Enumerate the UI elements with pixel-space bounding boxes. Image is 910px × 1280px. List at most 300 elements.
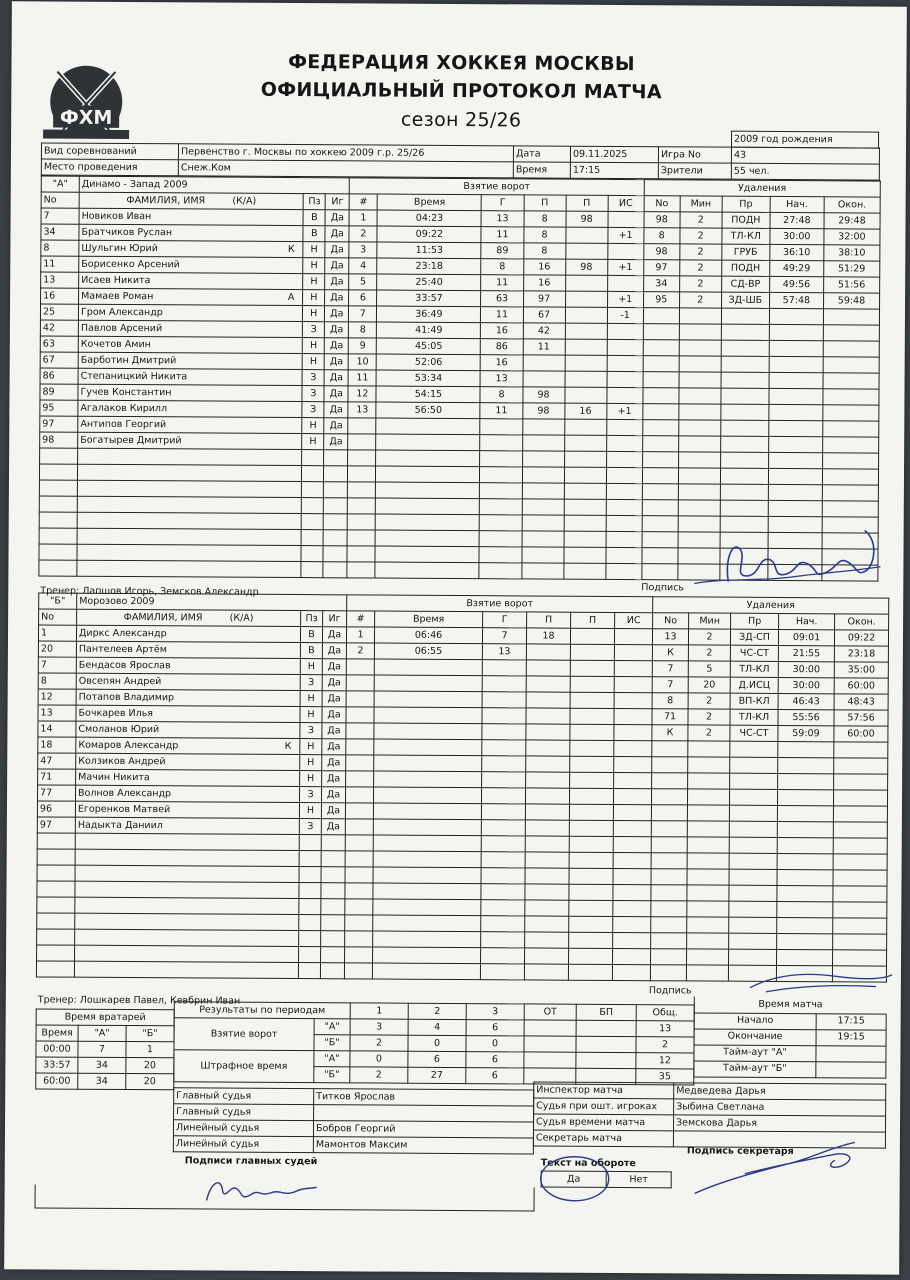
penalty-reason (721, 372, 769, 388)
penalty-end (823, 357, 879, 373)
penalty-player (651, 837, 687, 853)
player-plays: Да (322, 643, 346, 659)
penalty-player (642, 500, 678, 516)
penalty-start (768, 436, 822, 452)
penalty-start: 59:09 (778, 725, 834, 741)
penalty-reason (729, 885, 777, 901)
col-p2: П (566, 195, 608, 211)
goal-assist-1: 11 (523, 339, 565, 355)
goal-assist-1 (526, 724, 570, 740)
goal-time (374, 675, 482, 692)
goal-assist-1 (521, 563, 563, 579)
penalty-minutes (688, 773, 730, 789)
player-name-text: Исаев Никита (81, 274, 151, 286)
pim-a-p2: 6 (408, 1051, 466, 1067)
goal-scorer (482, 740, 526, 756)
goal-assist-1 (525, 804, 569, 820)
goal-scorer (480, 451, 522, 467)
player-number: 98 (40, 432, 78, 448)
penalty-minutes (679, 372, 721, 388)
penalty-player: 95 (643, 292, 679, 308)
player-name-text: Гучев Константин (80, 386, 172, 398)
penalty-end: 60:00 (834, 726, 888, 742)
goal-assist-2 (570, 772, 614, 788)
col-pr: Пр (731, 613, 779, 629)
player-position: Н (299, 803, 321, 819)
goal-assist-2 (564, 499, 606, 515)
player-name (77, 544, 301, 561)
timeout-b-value (816, 1061, 886, 1077)
goalie-b: 20 (126, 1057, 174, 1073)
col-p1: П (527, 612, 571, 628)
referees-signature-label: Подписи главных судей (184, 1155, 318, 1168)
penalty-end: 35:00 (834, 662, 888, 678)
player-position: З (302, 386, 324, 402)
penalty-minutes (687, 949, 729, 965)
player-plays: Да (325, 210, 349, 226)
goal-number: 4 (349, 258, 377, 274)
player-position (302, 482, 324, 498)
goal-scorer (480, 499, 522, 515)
player-plays (324, 466, 348, 482)
goal-assist-2 (569, 820, 613, 836)
col-is: ИС (608, 195, 644, 211)
penalty-start: 55:56 (778, 709, 834, 725)
place-value: Снеж.Ком (178, 160, 513, 178)
goalie-row (36, 1073, 174, 1090)
goal-scorer: 13 (482, 644, 526, 660)
match-time-table (693, 996, 887, 1078)
goal-scorer: 86 (481, 339, 523, 355)
goal-situation (614, 740, 652, 756)
player-number: 77 (37, 785, 75, 801)
team-a-coach: Тренер: Лапшов Игорь, Земсков Александр (40, 585, 259, 598)
player-name-text: Степаницкий Никита (80, 370, 188, 382)
player-name (75, 913, 299, 930)
player-position: Н (302, 418, 324, 434)
pim-a-total: 12 (636, 1053, 694, 1069)
goal-assist-2 (569, 868, 613, 884)
penalty-minutes: 20 (688, 677, 730, 693)
penalty-start (768, 548, 822, 564)
goal-situation (614, 708, 652, 724)
player-number (39, 496, 77, 512)
timekeeper-value: Земскова Дарья (673, 1115, 885, 1132)
goal-time: 54:15 (376, 386, 480, 403)
goal-assist-1 (523, 371, 565, 387)
back-text-no[interactable]: Нет (606, 1171, 671, 1187)
pim-a-bp (576, 1052, 636, 1068)
player-name-text: Комаров Александр (78, 739, 179, 751)
player-position (302, 450, 324, 466)
penalty-end (833, 918, 887, 934)
goal-time (374, 659, 482, 676)
penalty-end (833, 934, 887, 950)
player-name (77, 464, 301, 481)
penalty-start (777, 949, 833, 965)
goal-scorer (482, 772, 526, 788)
goal-situation (614, 756, 652, 772)
goals-a-total: 13 (636, 1021, 694, 1037)
goal-number: 13 (348, 402, 376, 418)
goal-time (374, 787, 482, 804)
player-number: 67 (40, 352, 78, 368)
goal-time (376, 466, 480, 483)
goal-situation (607, 275, 643, 291)
player-plays (321, 835, 345, 851)
goals-b-p2: 0 (408, 1035, 466, 1051)
goal-situation (613, 916, 651, 932)
player-number (39, 480, 77, 496)
goal-assist-2 (570, 676, 614, 692)
player-plays: Да (322, 771, 346, 787)
goal-situation: +1 (607, 259, 643, 275)
player-position (299, 915, 321, 931)
back-text-options (541, 1171, 672, 1189)
goal-situation (607, 355, 643, 371)
penalty-start (777, 805, 833, 821)
goal-number (348, 498, 376, 514)
penalty-minutes (688, 741, 730, 757)
pim-a-p3: 6 (466, 1052, 524, 1068)
penalty-reason (729, 853, 777, 869)
goal-number (346, 691, 374, 707)
timeout-b-label: Тайм-аут "Б" (694, 1060, 816, 1077)
goal-assist-1 (525, 948, 569, 964)
player-name-text: Смоланов Юрий (78, 723, 160, 735)
player-name-text: Мамаев Роман (81, 290, 154, 302)
player-name-text: Гром Александр (80, 306, 163, 318)
penalty-start (768, 468, 822, 484)
player-number (39, 560, 77, 576)
penalty-reason (720, 564, 768, 580)
pim-b-label: "Б" (314, 1067, 350, 1083)
penalty-player: 7 (652, 677, 688, 693)
penalty-start (778, 741, 834, 757)
goal-situation (614, 724, 652, 740)
goal-assist-2 (565, 227, 607, 243)
penalty-end (823, 421, 879, 437)
goal-scorer (480, 531, 522, 547)
penalty-player (651, 821, 687, 837)
period-col-total: Общ. (636, 1005, 694, 1021)
penalty-player: К (652, 645, 688, 661)
goal-scorer (482, 676, 526, 692)
penalty-start (769, 388, 823, 404)
goal-assist-2 (563, 563, 605, 579)
goal-assist-2: 16 (564, 403, 606, 419)
penalty-minutes: 2 (680, 228, 722, 244)
player-number: 14 (38, 721, 76, 737)
goal-assist-1 (523, 355, 565, 371)
player-name-text: Кочетов Амин (80, 338, 151, 350)
date-value: 09.11.2025 (570, 146, 658, 163)
ref1-value: Титков Ярослав (314, 1089, 534, 1106)
goal-assist-1 (522, 451, 564, 467)
goal-assist-1: 8 (523, 227, 565, 243)
goal-assist-1: 18 (526, 628, 570, 644)
player-name-text: Братчиков Руслан (81, 226, 173, 238)
penalty-player: 8 (644, 228, 680, 244)
player-number (37, 849, 75, 865)
penalty-start (777, 869, 833, 885)
goal-number: 7 (349, 306, 377, 322)
goal-number (346, 787, 374, 803)
goal-assist-1: 98 (522, 403, 564, 419)
penalty-end (822, 549, 878, 565)
penalty-start: 30:00 (778, 677, 834, 693)
col-no: No (39, 609, 77, 625)
goal-assist-2 (564, 419, 606, 435)
col-p2: П (571, 612, 615, 628)
penalty-minutes (679, 356, 721, 372)
player-name (76, 657, 300, 674)
goal-time (376, 482, 480, 499)
goal-assist-1 (526, 740, 570, 756)
player-position: В (303, 210, 325, 226)
player-plays: Да (321, 787, 345, 803)
player-plays (324, 450, 348, 466)
penalty-end (822, 453, 878, 469)
protocol-title: ОФИЦИАЛЬНЫЙ ПРОТОКОЛ МАТЧА (260, 78, 662, 104)
player-number (39, 464, 77, 480)
player-name (79, 240, 303, 257)
goalie-b: 1 (126, 1041, 174, 1057)
penalty-minutes (687, 933, 729, 949)
player-position (298, 963, 320, 979)
goal-assist-2 (565, 355, 607, 371)
player-position: З (302, 370, 324, 386)
col-pz: Пз (301, 611, 323, 627)
federation-title: ФЕДЕРАЦИЯ ХОККЕЯ МОСКВЫ (288, 50, 635, 76)
goal-number: 2 (349, 226, 377, 242)
team-b-name: Морозово 2009 (77, 593, 347, 611)
penalty-start (777, 885, 833, 901)
penalty-minutes (678, 500, 720, 516)
goal-situation (605, 563, 641, 579)
goal-assist-1 (525, 916, 569, 932)
penalty-reason (721, 340, 769, 356)
goal-situation (606, 515, 642, 531)
goals-b-label: "Б" (314, 1035, 350, 1051)
goal-situation (614, 628, 652, 644)
goal-assist-1 (526, 756, 570, 772)
penalty-player (652, 741, 688, 757)
goals-b-bp (576, 1036, 636, 1052)
penalty-minutes (686, 965, 728, 981)
penalty-end (834, 758, 888, 774)
team-a-goals-header: Взятие ворот (350, 178, 644, 196)
penalty-start: 09:01 (779, 629, 835, 645)
ref2-label: Главный судья (174, 1104, 314, 1121)
penalty-start (769, 372, 823, 388)
player-plays: Да (324, 402, 348, 418)
player-number: 18 (38, 737, 76, 753)
lin2-label: Линейный судья (173, 1136, 313, 1153)
player-name-text: Шульгин Юрий (81, 242, 158, 254)
goal-number: 5 (349, 274, 377, 290)
goal-assist-1: 8 (523, 243, 565, 259)
goalie-times-table (35, 1008, 174, 1090)
goal-assist-1 (522, 499, 564, 515)
penalty-start (777, 837, 833, 853)
goal-scorer (482, 756, 526, 772)
player-number: 1 (38, 625, 76, 641)
player-name-text: Диркс Александр (78, 627, 167, 639)
penalty-player (650, 965, 686, 981)
col-p1: П (524, 195, 566, 211)
goalie-time: 33:57 (36, 1057, 78, 1073)
goalie-a: 7 (78, 1041, 126, 1057)
goal-scorer (481, 852, 525, 868)
player-number (37, 897, 75, 913)
timeout-a-value (816, 1045, 886, 1061)
penalty-start: 49:29 (770, 260, 824, 276)
penalty-minutes (678, 452, 720, 468)
penalty-minutes: 2 (680, 212, 722, 228)
game-label: Игра No (658, 147, 731, 163)
player-name (77, 480, 301, 497)
penalty-player (643, 404, 679, 420)
goal-assist-2 (564, 435, 606, 451)
penalty-end (822, 501, 878, 517)
goal-scorer: 11 (480, 403, 522, 419)
goal-time: 11:53 (377, 242, 481, 259)
player-number (37, 833, 75, 849)
player-number: 8 (41, 240, 79, 256)
penalty-end (833, 902, 887, 918)
start-value: 17:15 (816, 1013, 886, 1029)
footer-frame-left (35, 1184, 535, 1211)
goal-situation (606, 547, 642, 563)
player-plays (321, 883, 345, 899)
player-name (76, 689, 300, 706)
penalty-player: 98 (644, 212, 680, 228)
player-position (299, 947, 321, 963)
player-position: Н (303, 338, 325, 354)
col-pr: Пр (722, 196, 770, 212)
fhm-logo (39, 63, 133, 142)
penalty-minutes (679, 388, 721, 404)
player-number: 20 (38, 641, 76, 657)
goal-assist-2 (564, 467, 606, 483)
goal-number (348, 434, 376, 450)
goalie-col-a: "А" (78, 1025, 126, 1041)
player-name (75, 785, 299, 802)
player-number: 25 (40, 304, 78, 320)
penalty-judge-label: Судья при ошт. игроках (534, 1098, 674, 1115)
penalty-reason (729, 821, 777, 837)
goal-number (345, 835, 373, 851)
penalty-player (651, 949, 687, 965)
player-name (75, 801, 299, 818)
goals-a-label: "А" (314, 1019, 350, 1035)
goal-assist-2 (568, 964, 612, 980)
goalie-col-b: "Б" (126, 1025, 174, 1041)
goal-scorer (479, 563, 521, 579)
player-number: 86 (40, 368, 78, 384)
goalie-row (36, 1057, 174, 1074)
penalty-reason (720, 452, 768, 468)
penalty-player: 8 (652, 693, 688, 709)
goal-assist-2 (569, 948, 613, 964)
player-name (78, 304, 302, 321)
player-plays: Да (322, 691, 346, 707)
penalty-player (642, 548, 678, 564)
goal-number (348, 482, 376, 498)
penalty-reason (729, 901, 777, 917)
goal-assist-2 (570, 740, 614, 756)
goal-assist-2 (564, 483, 606, 499)
goal-situation (614, 676, 652, 692)
player-position: З (300, 675, 322, 691)
player-name (78, 368, 302, 385)
player-number: 47 (38, 753, 76, 769)
penalty-reason: ПОДН (722, 212, 770, 228)
player-position: З (303, 322, 325, 338)
player-plays (321, 899, 345, 915)
player-number (37, 929, 75, 945)
player-name (75, 881, 299, 898)
goal-number: 1 (349, 210, 377, 226)
penalty-end (822, 469, 878, 485)
penalty-end (833, 838, 887, 854)
penalty-end (834, 790, 888, 806)
timeout-a-label: Тайм-аут "А" (694, 1044, 816, 1061)
player-plays: Да (325, 258, 349, 274)
goal-number (346, 707, 374, 723)
player-position (301, 514, 323, 530)
player-number: 89 (40, 384, 78, 400)
penalty-player (643, 324, 679, 340)
player-position (299, 835, 321, 851)
penalty-start (777, 901, 833, 917)
penalty-minutes (678, 516, 720, 532)
player-name (75, 849, 299, 866)
goal-situation (613, 852, 651, 868)
col-time: Время (375, 611, 483, 628)
goal-time: 06:55 (374, 643, 482, 660)
goal-assist-2 (565, 307, 607, 323)
penalty-reason: ТЛ-КЛ (730, 709, 778, 725)
goal-assist-1 (522, 467, 564, 483)
goal-scorer (481, 836, 525, 852)
goal-number: 2 (346, 643, 374, 659)
player-name (79, 224, 303, 241)
goal-number (345, 803, 373, 819)
penalty-reason: ГРУБ (722, 244, 770, 260)
penalty-minutes (687, 805, 729, 821)
player-number: 95 (40, 400, 78, 416)
player-name (76, 641, 300, 658)
penalty-start (778, 789, 834, 805)
lin1-value: Бобров Георгий (313, 1121, 533, 1138)
goal-number (345, 931, 373, 947)
penalty-end: 51:29 (824, 261, 880, 277)
goal-number (347, 546, 375, 562)
penalty-start: 46:43 (778, 693, 834, 709)
penalty-end (823, 405, 879, 421)
player-name (76, 737, 300, 754)
goal-scorer: 11 (481, 275, 523, 291)
back-text-yes[interactable]: Да (541, 1171, 606, 1187)
player-name (76, 705, 300, 722)
player-name (77, 560, 301, 577)
player-plays (323, 546, 347, 562)
goal-time: 56:50 (376, 402, 480, 419)
goal-scorer: 89 (481, 243, 523, 259)
goal-assist-2 (565, 243, 607, 259)
